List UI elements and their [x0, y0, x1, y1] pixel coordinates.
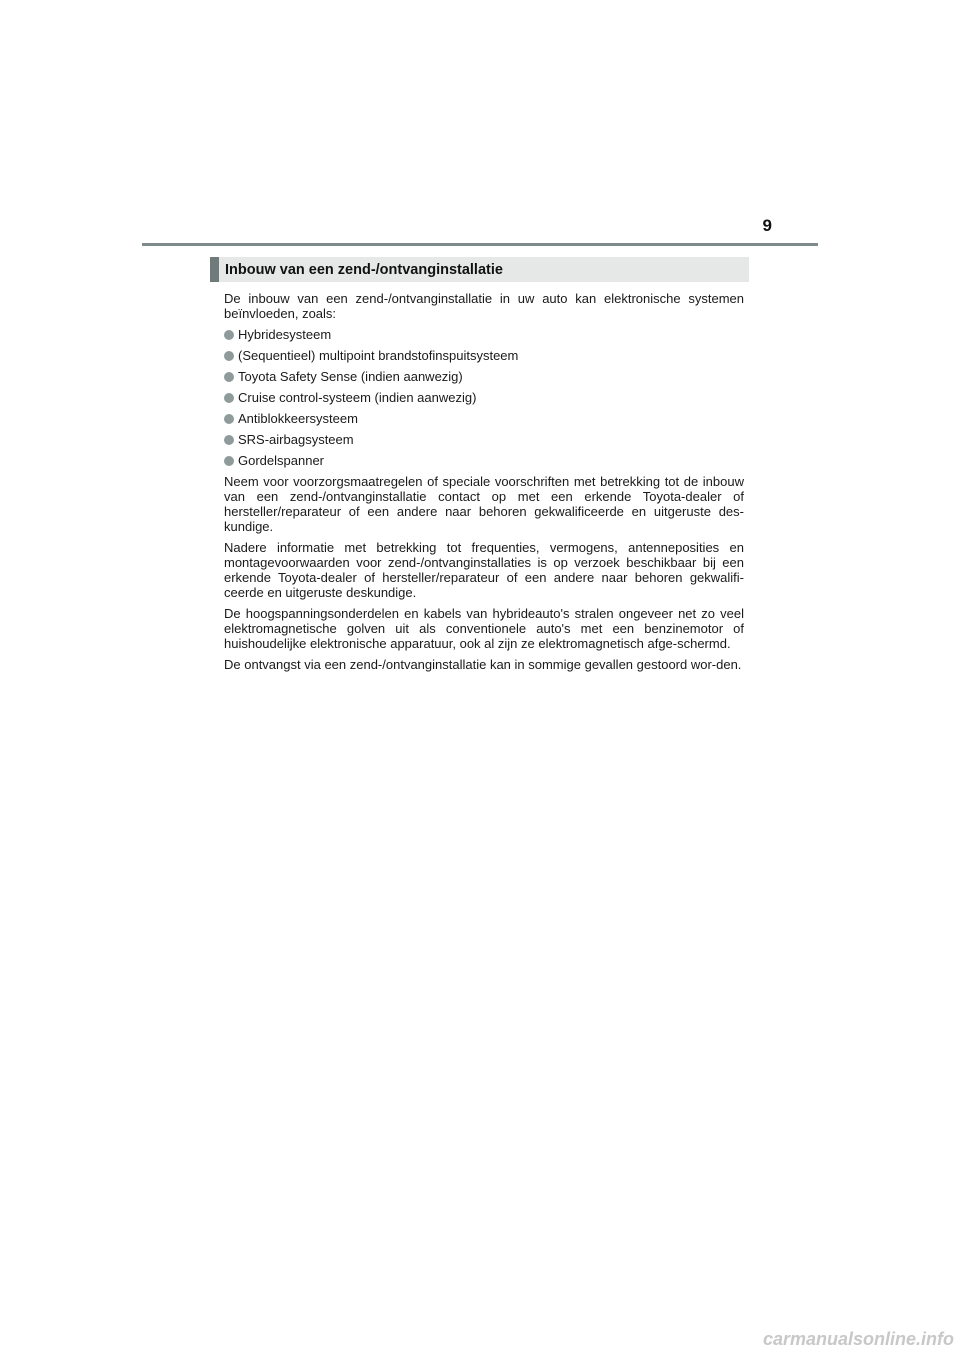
- section-header: [210, 257, 749, 282]
- bullet-dot-icon: [224, 435, 234, 445]
- bullet-dot-icon: [224, 393, 234, 403]
- paragraph-electromagnetic: De hoogspanningsonderdelen en kabels van hybrideauto's stralen ongeveer net zo veel elektromagnetische golven uit als conventionele auto's met een benzinemotor of huishoudelijke elektronische apparatuur, ook al zijn ze elektromagnetisch afge-schermd.: [224, 606, 744, 651]
- list-item-text: Hybridesysteem: [238, 327, 332, 342]
- watermark-logo: carmanualsonline.info: [762, 1329, 954, 1349]
- list-item-text: Cruise control-systeem (indien aanwezig): [238, 390, 477, 405]
- bullet-dot-icon: [224, 330, 234, 340]
- list-item-text: (Sequentieel) multipoint brandstofinspuitsysteem: [238, 348, 519, 363]
- paragraph-precautions: Neem voor voorzorgsmaatregelen of speciale voorschriften met betrekking tot de inbouw van een zend-/ontvanginstallatie contact op met een erkende Toyota-dealer of hersteller/reparateur of een andere naar behoren gekwalificeerde en uitgeruste des-kundige.: [224, 474, 744, 534]
- list-item-text: Toyota Safety Sense (indien aanwezig): [238, 369, 463, 384]
- intro-paragraph: De inbouw van een zend-/ontvanginstallatie in uw auto kan elektronische systemen beïnvloeden, zoals:: [224, 291, 744, 321]
- page-number: 9: [762, 216, 772, 235]
- bullet-dot-icon: [224, 372, 234, 382]
- list-item: [224, 453, 744, 468]
- list-item: [224, 369, 744, 384]
- content-body: [224, 291, 744, 678]
- paragraph-reception: De ontvangst via een zend-/ontvanginstallatie kan in sommige gevallen gestoord wor-den.: [224, 657, 742, 672]
- list-item-text: Gordelspanner: [238, 453, 324, 468]
- bullet-dot-icon: [224, 456, 234, 466]
- list-item: [224, 327, 744, 342]
- header-rule: [142, 243, 818, 246]
- bullet-dot-icon: [224, 351, 234, 361]
- paragraph-details: Nadere informatie met betrekking tot frequenties, vermogens, antenneposities en montagevoorwaarden voor zend-/ontvanginstallaties is op verzoek beschikbaar bij een erkende Toyota-dealer of hersteller/reparateur of een andere naar behoren gekwalifi-ceerde en uitgeruste deskundige.: [224, 540, 744, 600]
- systems-list: [224, 327, 744, 468]
- bullet-dot-icon: [224, 414, 234, 424]
- list-item: [224, 432, 744, 447]
- list-item: [224, 390, 744, 405]
- list-item: [224, 348, 744, 363]
- list-item-text: Antiblokkeersysteem: [238, 411, 358, 426]
- section-title: Inbouw van een zend-/ontvanginstallatie: [225, 261, 503, 278]
- list-item: [224, 411, 744, 426]
- list-item-text: SRS-airbagsysteem: [238, 432, 354, 447]
